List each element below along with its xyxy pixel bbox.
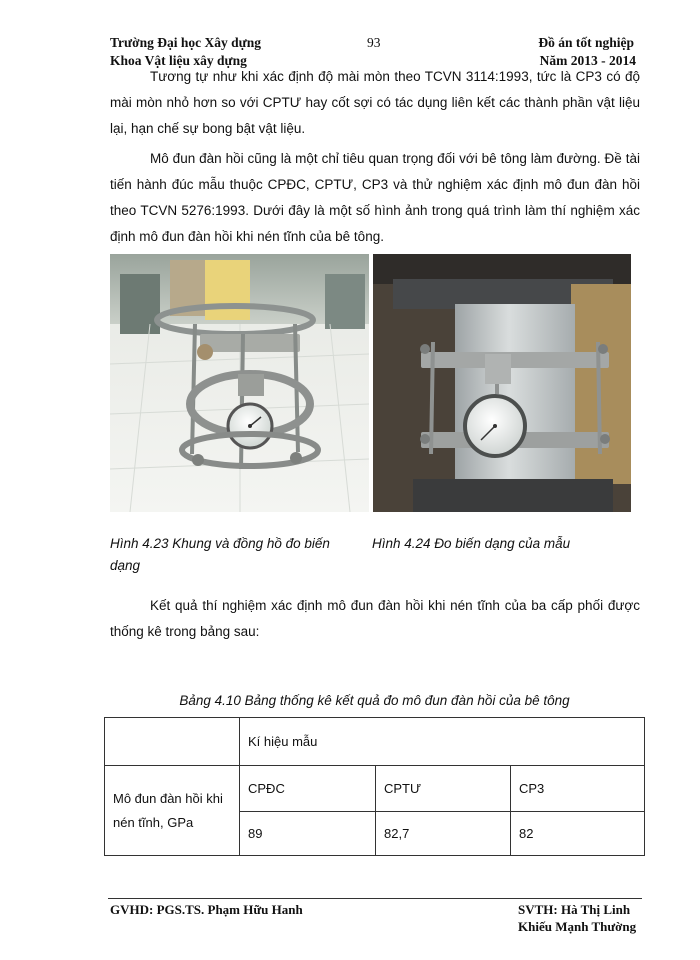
footer-advisor: GVHD: PGS.TS. Phạm Hữu Hanh <box>110 902 303 917</box>
table-caption: Bảng 4.10 Bảng thống kê kết quả đo mô đun đàn hồi của bê tông <box>179 693 570 708</box>
figure-frame-gauge-photo <box>110 254 369 512</box>
results-table <box>104 717 645 856</box>
paragraph-abrasion: Tương tự như khi xác định độ mài mòn theo TCVN 3114:1993, tức là CP3 có độ mài mòn nhỏ hơn so với CPTƯ hay cốt sợi có tác dụng liên kết các thành phần vật liệu lại, hạn chế sự bong bật vật liệu. <box>110 69 640 136</box>
figure-caption-4-24: Hình 4.24 Đo biến dạng của mẫu <box>372 536 571 551</box>
paragraph-modulus-intro: Mô đun đàn hồi cũng là một chỉ tiêu quan trọng đối với bê tông làm đường. Đề tài tiến hành đúc mẫu thuộc CPĐC, CPTƯ, CP3 và thử nghiệm xác định mô đun đàn hồi theo TCVN 5276:1993. Dưới đây là một số hình ảnh trong quá trình làm thí nghiệm xác định mô đun đàn hồi khi nén tĩnh của bê tông. <box>110 151 640 244</box>
header-doc-type: Đồ án tốt nghiệp <box>538 35 634 50</box>
page-number: 93 <box>367 35 381 50</box>
header-faculty: Khoa Vật liệu xây dựng <box>110 53 247 68</box>
table-corner-cell <box>105 718 240 766</box>
table-column-header: CPĐC <box>240 766 376 812</box>
table-value-cell: 82 <box>511 812 645 856</box>
footer-student-2: Khiếu Mạnh Thường <box>518 919 637 934</box>
figure-sample-deformation-photo <box>373 254 631 512</box>
figure-caption-4-23: Hình 4.23 Khung và đồng hồ đo biến dạng <box>110 536 330 573</box>
table-value-cell: 82,7 <box>376 812 511 856</box>
header-school: Trường Đại học Xây dựng <box>110 35 261 50</box>
table-row-label: Mô đun đàn hồi khi nén tĩnh, GPa <box>105 766 240 856</box>
table-group-header: Kí hiệu mẫu <box>240 718 645 766</box>
table-value-cell: 89 <box>240 812 376 856</box>
footer-divider <box>108 898 642 899</box>
table-column-header: CP3 <box>511 766 645 812</box>
table-column-row <box>105 766 645 812</box>
header-year: Năm 2013 - 2014 <box>539 53 636 68</box>
table-column-header: CPTƯ <box>376 766 511 812</box>
footer-student-1: SVTH: Hà Thị Linh <box>518 902 631 917</box>
table-header-row <box>105 718 645 766</box>
paragraph-results-intro: Kết quả thí nghiệm xác định mô đun đàn hồi khi nén tĩnh của ba cấp phối được thống kê trong bảng sau: <box>110 598 640 639</box>
